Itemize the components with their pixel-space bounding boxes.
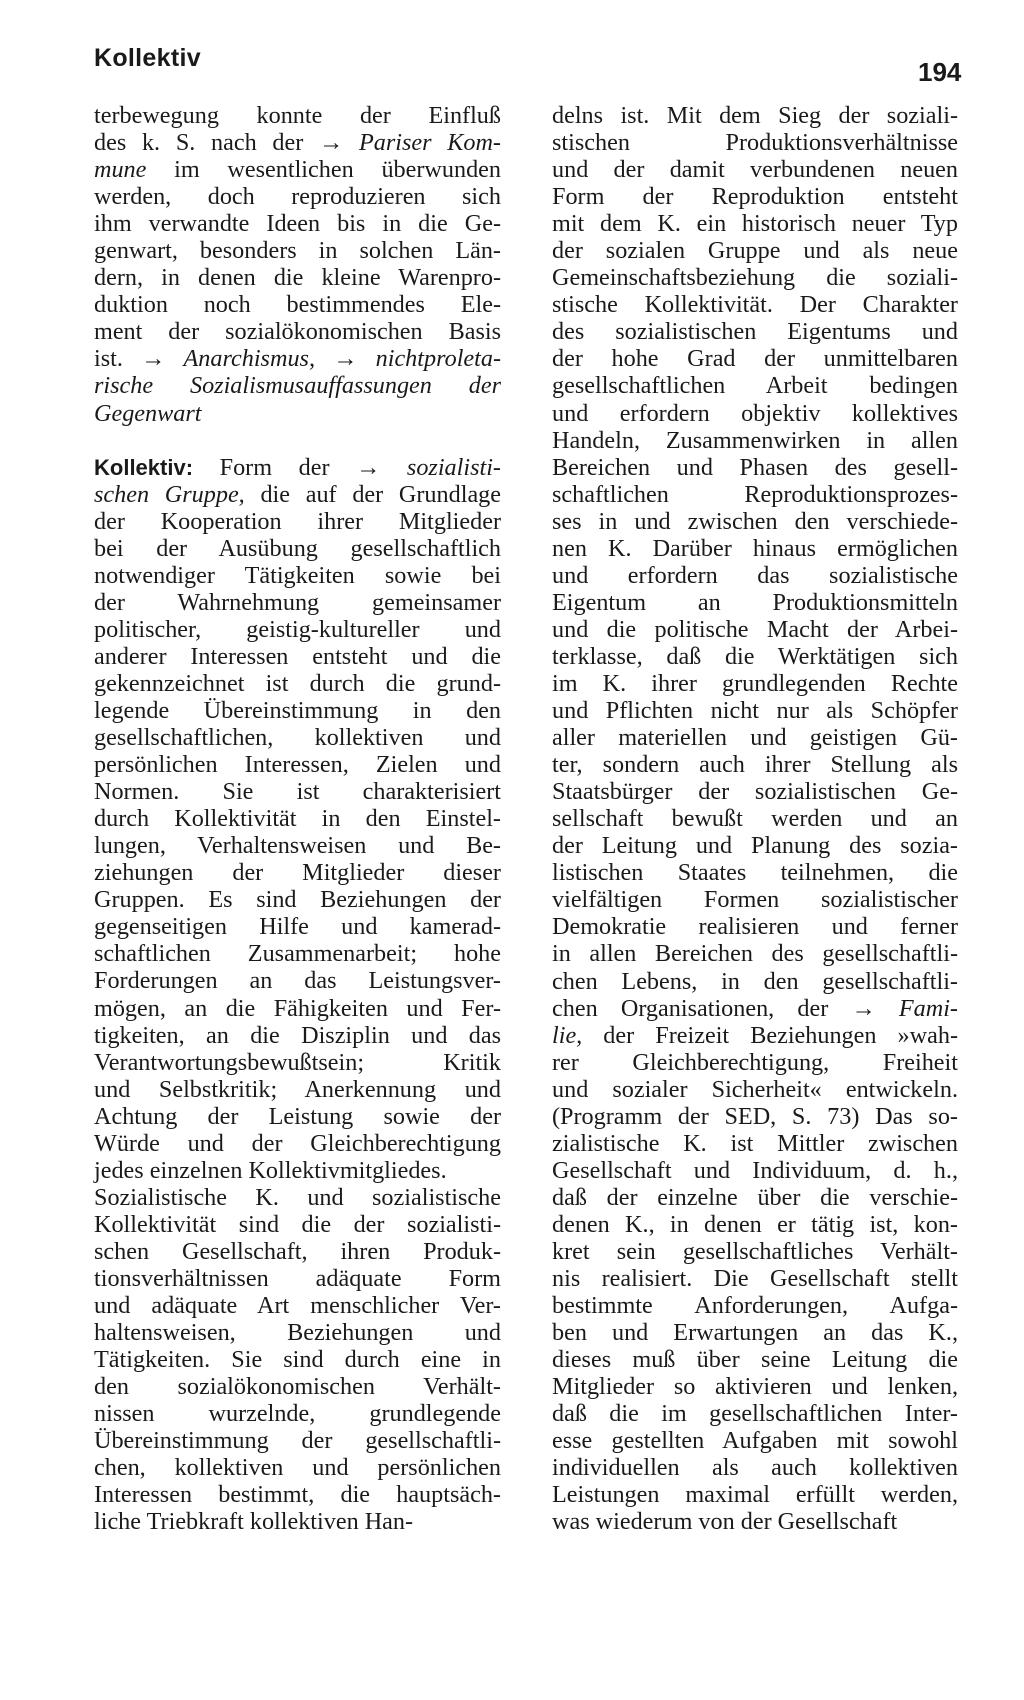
text-line [552, 778, 958, 805]
text-run: und der damit verbundenen neuen [552, 156, 958, 184]
text-run: dern, in denen die kleine Warenpro- [94, 264, 501, 292]
text-run: im K. ihrer grundlegenden Rechte [552, 669, 958, 697]
text-run: im wesentlichen überwunden [146, 156, 501, 184]
text-line [552, 1400, 958, 1427]
text-run: listischen Staates teilnehmen, die [552, 859, 958, 887]
text-run: ben und Erwartungen an das K., [552, 1319, 958, 1347]
text-line [94, 318, 501, 345]
text-run: ist. → [94, 345, 184, 373]
text-line [94, 481, 501, 508]
text-run: der Freizeit Beziehungen »wah- [582, 1021, 958, 1049]
text-line [94, 156, 501, 183]
text-line [552, 264, 958, 291]
text-run: haltensweisen, Beziehungen und [94, 1319, 501, 1347]
text-run: Bereichen und Phasen des gesell- [552, 453, 958, 481]
text-run: daß der einzelne über die verschie- [552, 1183, 958, 1211]
text-line [94, 1481, 501, 1508]
text-line [94, 1130, 501, 1157]
text-line [94, 995, 501, 1022]
text-run: des sozialistischen Eigentums und [552, 318, 958, 346]
text-line [552, 535, 958, 562]
text-run: Forderungen an das Leistungsver- [94, 967, 501, 995]
text-run: notwendiger Tätigkeiten sowie bei [94, 561, 501, 589]
text-run: Staatsbürger der sozialistischen Ge- [552, 778, 958, 806]
text-run: chen, kollektiven und persönlichen [94, 1454, 501, 1482]
text-line [552, 129, 958, 156]
text-run: und die politische Macht der Arbei- [552, 615, 958, 643]
text-line [552, 291, 958, 318]
text-line [94, 535, 501, 562]
text-run: ses in und zwischen den verschiede- [552, 507, 958, 535]
text-line [552, 345, 958, 372]
text-line [552, 183, 958, 210]
text-run: vielfältigen Formen sozialistischer [552, 886, 958, 914]
text-line [552, 886, 958, 913]
text-line [94, 183, 501, 210]
text-run: Eigentum an Produktionsmitteln [552, 588, 958, 616]
text-run: nissen wurzelnde, grundlegende [94, 1400, 501, 1428]
text-run: aller materiellen und geistigen Gü- [552, 724, 958, 752]
text-run: Gemeinschaftsbeziehung die soziali- [552, 264, 958, 292]
text-run: politischer, geistig-kultureller und [94, 615, 501, 643]
text-run: ter, sondern auch ihrer Stellung als [552, 751, 958, 779]
text-run: gegenseitigen Hilfe und kamerad- [94, 913, 501, 941]
text-run: der Kooperation ihrer Mitglieder [94, 507, 501, 535]
text-run: gekennzeichnet ist durch die grund- [94, 669, 501, 697]
text-line [94, 1427, 501, 1454]
text-line [94, 210, 501, 237]
text-line [552, 372, 958, 399]
text-line [94, 1454, 501, 1481]
text-line [94, 832, 501, 859]
text-line [552, 102, 958, 129]
text-line [94, 400, 501, 427]
text-line [94, 102, 501, 129]
text-run: und erfordern das sozialistische [552, 561, 958, 589]
text-line [94, 1400, 501, 1427]
text-line [94, 1103, 501, 1130]
text-line [94, 967, 501, 994]
page-number: 194 [918, 57, 962, 87]
text-line [94, 1508, 501, 1535]
text-line [94, 643, 501, 670]
text-line [552, 1481, 958, 1508]
text-line [552, 1346, 958, 1373]
text-line [552, 1238, 958, 1265]
text-run: und Pflichten nicht nur als Schöpfer [552, 697, 958, 725]
paragraph-gap [94, 427, 501, 454]
text-run: stische Kollektivität. Der Charakter [552, 291, 958, 319]
text-run: duktion noch bestimmendes Ele- [94, 291, 501, 319]
text-line [552, 1157, 958, 1184]
text-line [552, 832, 958, 859]
text-run: Verantwortungsbewußtsein; Kritik [94, 1048, 501, 1076]
text-line [552, 1184, 958, 1211]
text-line [552, 400, 958, 427]
italic-text: schen Gruppe, [94, 480, 245, 508]
text-line [552, 508, 958, 535]
text-run: nis realisiert. Die Gesellschaft stellt [552, 1265, 958, 1293]
text-run: chen Organisationen, der → [552, 994, 899, 1022]
text-line [552, 1292, 958, 1319]
text-run: Interessen bestimmt, die hauptsäch- [94, 1481, 501, 1509]
text-run: esse gestellten Aufgaben mit sowohl [552, 1427, 958, 1455]
text-run: nen K. Darüber hinaus ermöglichen [552, 534, 958, 562]
text-line [94, 237, 501, 264]
text-run: legende Übereinstimmung in den [94, 696, 501, 724]
text-run: Gruppen. Es sind Beziehungen der [94, 886, 501, 914]
text-run: was wiederum von der Gesellschaft [552, 1508, 898, 1536]
running-head-keyword: Kollektiv [94, 44, 201, 72]
text-line [552, 427, 958, 454]
text-run: genwart, besonders in solchen Län- [94, 237, 501, 265]
entry-keyword: Kollektiv: [94, 454, 194, 480]
text-line [552, 1022, 958, 1049]
text-run: gesellschaftlichen Arbeit bedingen [552, 372, 958, 400]
text-line [552, 805, 958, 832]
italic-text: Fami- [898, 994, 958, 1022]
text-run: Leistungen maximal erfüllt werden, [552, 1481, 958, 1509]
text-line [552, 1076, 958, 1103]
text-run: anderer Interessen entsteht und die [94, 642, 501, 670]
text-run: den sozialökonomischen Verhält- [94, 1373, 501, 1401]
text-line [94, 1265, 501, 1292]
text-run: zialistische K. ist Mittler zwischen [552, 1129, 958, 1157]
text-run: mögen, an die Fähigkeiten und Fer- [94, 994, 501, 1022]
text-run: individuellen als auch kollektiven [552, 1454, 958, 1482]
text-run: daß die im gesellschaftlichen Inter- [552, 1400, 958, 1428]
text-line [552, 1454, 958, 1481]
text-line [552, 859, 958, 886]
text-run: ihm verwandte Ideen bis in die Ge- [94, 210, 501, 238]
text-line [552, 1427, 958, 1454]
text-line [94, 372, 501, 399]
text-line [94, 291, 501, 318]
text-line [94, 940, 501, 967]
text-line [94, 1022, 501, 1049]
text-run: liche Triebkraft kollektiven Han- [94, 1508, 414, 1536]
text-run: schaftlichen Zusammenarbeit; hohe [94, 940, 501, 968]
text-line [94, 859, 501, 886]
text-run: und adäquate Art menschlicher Ver- [94, 1292, 501, 1320]
text-line [94, 345, 501, 372]
text-run: Sozialistische K. und sozialistische [94, 1183, 501, 1211]
text-run: Gesellschaft und Individuum, d. h., [552, 1156, 958, 1184]
text-run: denen K., in denen er tätig ist, kon- [552, 1210, 958, 1238]
text-run: Kollektivität sind die der sozialisti- [94, 1210, 501, 1238]
text-line [94, 751, 501, 778]
text-run: und erfordern objektiv kollektives [552, 399, 958, 427]
text-run: des k. S. nach der → [94, 129, 359, 157]
text-run: der Wahrnehmung gemeinsamer [94, 588, 501, 616]
text-line [94, 913, 501, 940]
text-run: kret sein gesellschaftliches Verhält- [552, 1237, 958, 1265]
text-line [94, 508, 501, 535]
text-run: werden, doch reproduzieren sich [94, 183, 501, 211]
text-run: (Programm der SED, S. 73) Das so- [552, 1102, 958, 1130]
text-run: die auf der Grundlage [244, 480, 502, 508]
text-line [552, 454, 958, 481]
text-line [94, 1211, 501, 1238]
text-line [94, 264, 501, 291]
text-line [552, 1130, 958, 1157]
text-run: durch Kollektivität in den Einstel- [94, 805, 501, 833]
text-run: der Leitung und Planung des sozia- [552, 832, 958, 860]
text-line [552, 237, 958, 264]
text-line [552, 670, 958, 697]
text-run: ziehungen der Mitglieder dieser [94, 859, 501, 887]
text-line [552, 724, 958, 751]
text-line [94, 1373, 501, 1400]
text-line [94, 670, 501, 697]
text-line [94, 562, 501, 589]
text-line [94, 1157, 501, 1184]
italic-text: nichtproleta- [375, 345, 502, 373]
text-line [94, 454, 501, 481]
text-run: und Selbstkritik; Anerkennung und [94, 1075, 501, 1103]
text-run: rer Gleichberechtigung, Freiheit [552, 1048, 958, 1076]
text-run: bestimmte Anforderungen, Aufga- [552, 1292, 958, 1320]
text-line [94, 724, 501, 751]
text-line [94, 616, 501, 643]
text-line [552, 1211, 958, 1238]
text-line [94, 1184, 501, 1211]
text-line [94, 1238, 501, 1265]
text-line [94, 697, 501, 724]
text-line [552, 751, 958, 778]
text-run: schen Gesellschaft, ihren Produk- [94, 1237, 501, 1265]
text-run: der hohe Grad der unmittelbaren [552, 345, 958, 373]
text-line [94, 805, 501, 832]
italic-text: lie, [552, 1021, 583, 1049]
text-line [94, 1076, 501, 1103]
text-line [94, 1049, 501, 1076]
text-run: terbewegung konnte der Einfluß [94, 102, 501, 129]
text-run: jedes einzelnen Kollektivmitgliedes. [94, 1156, 447, 1184]
text-line [552, 643, 958, 670]
italic-text: sozialisti- [406, 453, 501, 481]
text-run: und sozialer Sicherheit« entwickeln. [552, 1075, 958, 1103]
text-run: Übereinstimmung der gesellschaftli- [94, 1427, 501, 1455]
text-run: tionsverhältnissen adäquate Form [94, 1264, 501, 1292]
text-run: Achtung der Leistung sowie der [94, 1102, 501, 1130]
text-line [552, 697, 958, 724]
text-line [552, 1103, 958, 1130]
text-run: Handeln, Zusammenwirken in allen [552, 426, 958, 454]
text-run: bei der Ausübung gesellschaftlich [94, 534, 501, 562]
text-run: Form der Reproduktion entsteht [552, 183, 958, 211]
text-run: in allen Bereichen des gesellschaftli- [552, 940, 958, 968]
text-line [94, 1292, 501, 1319]
text-line [552, 1049, 958, 1076]
text-run: sellschaft bewußt werden und an [552, 805, 958, 833]
text-run: Normen. Sie ist charakterisiert [94, 778, 501, 806]
text-line [552, 481, 958, 508]
text-line [552, 995, 958, 1022]
text-run: stischen Produktionsverhältnisse [552, 129, 958, 157]
text-line [552, 318, 958, 345]
text-line [552, 1373, 958, 1400]
text-run: gesellschaftlichen, kollektiven und [94, 724, 501, 752]
text-line [94, 1319, 501, 1346]
text-line [552, 1319, 958, 1346]
italic-text: Gegenwart [94, 399, 202, 427]
text-run: Mitglieder so aktivieren und lenken, [552, 1373, 958, 1401]
text-line [552, 940, 958, 967]
text-run: terklasse, daß die Werktätigen sich [552, 642, 958, 670]
text-run: lungen, Verhaltensweisen und Be- [94, 832, 501, 860]
text-run: schaftlichen Reproduktionsprozes- [552, 480, 958, 508]
text-run: ment der sozialökonomischen Basis [94, 318, 501, 346]
italic-text: Anarchismus, [183, 345, 315, 373]
text-run: der sozialen Gruppe und als neue [552, 237, 958, 265]
text-column-left [94, 102, 501, 1535]
text-line [552, 562, 958, 589]
text-run: mit dem K. ein historisch neuer Typ [552, 210, 958, 238]
text-line [552, 1265, 958, 1292]
text-run: Form der → [193, 453, 407, 481]
text-line [552, 968, 958, 995]
text-run: Tätigkeiten. Sie sind durch eine in [94, 1346, 501, 1374]
text-column-right [552, 102, 958, 1535]
text-line [552, 589, 958, 616]
text-line [552, 156, 958, 183]
text-line [552, 913, 958, 940]
text-line [94, 1346, 501, 1373]
text-line [94, 589, 501, 616]
text-run: Demokratie realisieren und ferner [552, 913, 958, 941]
text-run: tigkeiten, an die Disziplin und das [94, 1021, 501, 1049]
text-run: delns ist. Mit dem Sieg der soziali- [552, 102, 958, 129]
text-line [552, 210, 958, 237]
text-run: dieses muß über seine Leitung die [552, 1346, 958, 1374]
text-line [552, 616, 958, 643]
text-line [94, 129, 501, 156]
text-run: → [315, 345, 376, 373]
text-line [552, 1508, 958, 1535]
text-line [94, 886, 501, 913]
italic-text: mune [94, 156, 147, 184]
text-run: chen Lebens, in den gesellschaftli- [552, 967, 958, 995]
text-run: Würde und der Gleichberechtigung [94, 1129, 501, 1157]
italic-text: Pariser Kom- [358, 129, 501, 157]
text-line [94, 778, 501, 805]
italic-text: rische Sozialismusauffassungen der [94, 372, 501, 400]
text-run: persönlichen Interessen, Zielen und [94, 751, 501, 779]
